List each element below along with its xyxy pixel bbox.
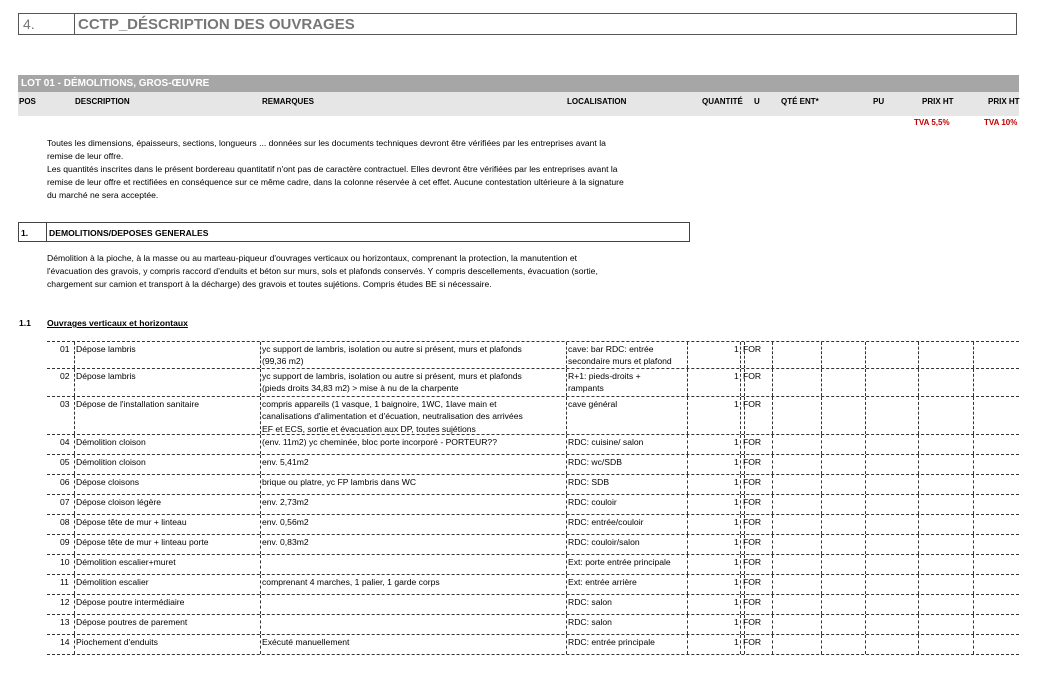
- subsection-number: 1.1: [19, 318, 31, 328]
- column-divider: [687, 475, 688, 494]
- column-divider: [973, 435, 974, 454]
- column-divider: [74, 535, 75, 554]
- column-divider: [687, 495, 688, 514]
- column-divider: [74, 397, 75, 434]
- column-divider: [865, 595, 866, 614]
- column-divider: [973, 397, 974, 434]
- row-unit: FOR: [743, 477, 762, 487]
- section-title: CCTP_DÉSCRIPTION DES OUVRAGES: [78, 16, 355, 33]
- table-row: [47, 369, 1019, 397]
- row-unit: FOR: [743, 517, 762, 527]
- table-row: [47, 475, 1019, 495]
- localisation-line: RDC: salon: [568, 617, 612, 627]
- row-quantity: 1: [734, 399, 739, 409]
- row-description: Dépose cloisons: [76, 477, 140, 487]
- column-divider: [260, 535, 261, 554]
- column-divider: [566, 595, 567, 614]
- subsection-title: Ouvrages verticaux et horizontaux: [47, 318, 188, 328]
- column-divider: [865, 342, 866, 368]
- column-divider: [772, 495, 773, 514]
- remarque-line: Exécuté manuellement: [262, 637, 350, 647]
- column-divider: [260, 455, 261, 474]
- intro-line: remise de leur offre et rectifiées en conséquence sur ce même cadre, dans la colonne réservée à cet effet. Aucune contestation ultérieure à la signature: [47, 177, 624, 187]
- column-divider: [772, 535, 773, 554]
- column-divider: [918, 475, 919, 494]
- tva-rate-1: TVA 5,5%: [914, 118, 950, 127]
- col-header-pu: PU: [873, 97, 885, 106]
- row-remarques: [262, 370, 522, 395]
- row-localisation: [568, 343, 672, 368]
- col-header-u: U: [754, 97, 760, 106]
- row-description: Démolition escalier: [76, 577, 149, 587]
- localisation-line: RDC: couloir/salon: [568, 537, 640, 547]
- row-localisation: [568, 616, 612, 628]
- column-divider: [821, 475, 822, 494]
- remarque-line: env. 0,83m2: [262, 537, 309, 547]
- column-divider: [772, 455, 773, 474]
- column-divider: [74, 475, 75, 494]
- column-divider: [260, 555, 261, 574]
- column-divider: [865, 635, 866, 654]
- column-divider: [918, 595, 919, 614]
- row-description: Démolition cloison: [76, 457, 146, 467]
- column-divider: [687, 369, 688, 396]
- column-divider: [566, 635, 567, 654]
- column-divider: [973, 475, 974, 494]
- column-divider: [566, 435, 567, 454]
- localisation-line: RDC: cuisine/ salon: [568, 437, 644, 447]
- column-divider: [687, 555, 688, 574]
- column-divider: [973, 515, 974, 534]
- column-divider: [821, 635, 822, 654]
- row-pos: 04: [60, 437, 70, 447]
- column-divider: [74, 515, 75, 534]
- table-row: [47, 635, 1019, 655]
- row-description: Piochement d'enduits: [76, 637, 158, 647]
- row-remarques: [262, 496, 309, 508]
- table-row: [47, 495, 1019, 515]
- remarque-line: compris appareils (1 vasque, 1 baignoire, 1WC, 1lave main et: [262, 399, 497, 409]
- column-divider: [918, 369, 919, 396]
- column-divider: [865, 455, 866, 474]
- table-row: [47, 515, 1019, 535]
- column-divider: [918, 342, 919, 368]
- column-divider: [772, 342, 773, 368]
- column-divider: [865, 475, 866, 494]
- column-divider: [566, 615, 567, 634]
- localisation-line: RDC: entrée/couloir: [568, 517, 644, 527]
- row-localisation: [568, 636, 655, 648]
- document-title-box: [18, 13, 1017, 35]
- intro-line: remise de leur offre.: [47, 151, 124, 161]
- column-divider: [973, 495, 974, 514]
- column-divider: [772, 475, 773, 494]
- column-divider: [772, 615, 773, 634]
- column-divider: [74, 615, 75, 634]
- column-divider: [865, 535, 866, 554]
- row-pos: 06: [60, 477, 70, 487]
- column-divider: [74, 635, 75, 654]
- row-description: Dépose cloison légère: [76, 497, 162, 507]
- row-localisation: [568, 398, 617, 410]
- column-divider: [865, 615, 866, 634]
- row-localisation: [568, 516, 643, 528]
- row-quantity: 1: [734, 437, 739, 447]
- col-header-remarques: REMARQUES: [262, 97, 315, 106]
- table-row: [47, 555, 1019, 575]
- column-divider: [687, 342, 688, 368]
- row-localisation: [568, 436, 643, 448]
- column-divider: [566, 369, 567, 396]
- col-header-qte-ent: QTÉ ENT*: [781, 97, 819, 106]
- remarque-line: env. 0,56m2: [262, 517, 309, 527]
- column-divider: [260, 595, 261, 614]
- col-header-prix-ht-2: PRIX HT: [988, 97, 1020, 106]
- column-divider: [865, 555, 866, 574]
- column-divider: [821, 455, 822, 474]
- row-localisation: [568, 496, 617, 508]
- column-divider: [821, 435, 822, 454]
- row-pos: 01: [60, 344, 70, 354]
- column-divider: [821, 342, 822, 368]
- row-pos: 12: [60, 597, 70, 607]
- row-pos: 07: [60, 497, 70, 507]
- column-divider: [566, 495, 567, 514]
- table-row: [47, 397, 1019, 435]
- column-divider: [566, 342, 567, 368]
- row-unit: FOR: [743, 497, 762, 507]
- column-divider: [821, 369, 822, 396]
- column-divider: [918, 397, 919, 434]
- items-table: [47, 341, 1019, 655]
- row-description: Dépose poutres de parement: [76, 617, 188, 627]
- column-divider: [918, 615, 919, 634]
- table-row: [47, 575, 1019, 595]
- column-divider: [74, 455, 75, 474]
- row-quantity: 1: [734, 637, 739, 647]
- column-divider: [821, 397, 822, 434]
- row-unit: FOR: [743, 557, 762, 567]
- row-localisation: [568, 596, 612, 608]
- column-divider: [566, 555, 567, 574]
- row-pos: 08: [60, 517, 70, 527]
- column-divider: [74, 595, 75, 614]
- column-divider: [821, 515, 822, 534]
- row-pos: 05: [60, 457, 70, 467]
- row-quantity: 1: [734, 477, 739, 487]
- table-row: [47, 615, 1019, 635]
- column-divider: [566, 475, 567, 494]
- column-divider: [687, 435, 688, 454]
- column-divider: [74, 369, 75, 396]
- column-divider: [865, 369, 866, 396]
- row-quantity: 1: [734, 344, 739, 354]
- column-divider: [821, 615, 822, 634]
- col-header-localisation: LOCALISATION: [567, 97, 627, 106]
- column-divider: [260, 515, 261, 534]
- localisation-line: cave général: [568, 399, 618, 409]
- row-quantity: 1: [734, 597, 739, 607]
- column-divider: [772, 595, 773, 614]
- column-divider: [772, 515, 773, 534]
- column-divider: [687, 515, 688, 534]
- col-header-prix-ht-1: PRIX HT: [922, 97, 954, 106]
- row-quantity: 1: [734, 457, 739, 467]
- column-divider: [772, 369, 773, 396]
- row-remarques: [262, 398, 523, 435]
- column-divider: [687, 397, 688, 434]
- column-divider: [260, 342, 261, 368]
- localisation-line: secondaire murs et plafond: [568, 356, 672, 367]
- column-divider: [260, 495, 261, 514]
- column-divider: [973, 595, 974, 614]
- row-pos: 09: [60, 537, 70, 547]
- column-divider: [973, 342, 974, 368]
- table-row: [47, 535, 1019, 555]
- column-divider: [74, 495, 75, 514]
- localisation-line: RDC: SDB: [568, 477, 610, 487]
- table-row: [47, 435, 1019, 455]
- remarque-line: canalisations d'alimentation et d'écuation, neutralisation des arrivées: [262, 411, 523, 422]
- row-unit: FOR: [743, 371, 762, 381]
- table-row: [47, 595, 1019, 615]
- column-divider: [260, 397, 261, 434]
- row-pos: 13: [60, 617, 70, 627]
- row-localisation: [568, 556, 671, 568]
- column-divider: [566, 455, 567, 474]
- column-divider: [918, 555, 919, 574]
- row-quantity: 1: [734, 537, 739, 547]
- row-description: Démolition escalier+muret: [76, 557, 176, 567]
- section-heading-number: 1.: [19, 223, 47, 241]
- row-pos: 14: [60, 637, 70, 647]
- row-description: Dépose lambris: [76, 344, 136, 354]
- remarque-line: (99,36 m2): [262, 356, 304, 367]
- column-divider: [772, 435, 773, 454]
- remarque-line: env. 5,41m2: [262, 457, 309, 467]
- row-localisation: [568, 576, 637, 588]
- intro-line: Toutes les dimensions, épaisseurs, sections, longueurs ... données sur les documents techniques devront être vérifiées par les entreprises avant la: [47, 138, 606, 148]
- column-divider: [772, 575, 773, 594]
- column-divider: [865, 495, 866, 514]
- column-divider: [865, 515, 866, 534]
- column-divider: [74, 575, 75, 594]
- row-unit: FOR: [743, 344, 762, 354]
- row-pos: 10: [60, 557, 70, 567]
- row-localisation: [568, 456, 622, 468]
- column-divider: [687, 635, 688, 654]
- column-divider: [74, 555, 75, 574]
- col-header-pos: POS: [19, 97, 36, 106]
- column-divider: [821, 595, 822, 614]
- column-divider: [821, 535, 822, 554]
- row-unit: FOR: [743, 437, 762, 447]
- row-remarques: [262, 476, 416, 488]
- row-description: Dépose tête de mur + linteau: [76, 517, 187, 527]
- column-divider: [918, 515, 919, 534]
- remarque-line: yc support de lambris, isolation ou autre si présent, murs et plafonds: [262, 371, 522, 381]
- column-divider: [687, 575, 688, 594]
- column-divider: [821, 555, 822, 574]
- column-divider: [973, 369, 974, 396]
- localisation-line: RDC: entrée principale: [568, 637, 655, 647]
- remarque-line: (pieds droits 34,83 m2) > mise à nu de la charpente: [262, 383, 459, 394]
- row-remarques: [262, 343, 522, 368]
- row-unit: FOR: [743, 597, 762, 607]
- column-divider: [260, 475, 261, 494]
- row-quantity: 1: [734, 371, 739, 381]
- localisation-line: RDC: couloir: [568, 497, 617, 507]
- column-divider: [973, 635, 974, 654]
- column-divider: [687, 535, 688, 554]
- intro-notes: [47, 137, 747, 202]
- row-unit: FOR: [743, 457, 762, 467]
- column-divider: [865, 435, 866, 454]
- row-localisation: [568, 476, 609, 488]
- row-description: Dépose poutre intermédiaire: [76, 597, 185, 607]
- row-localisation: [568, 370, 641, 395]
- column-divider: [973, 555, 974, 574]
- remarque-line: comprenant 4 marches, 1 palier, 1 garde corps: [262, 577, 440, 587]
- section-text-line: l'évacuation des gravois, y compris raccord d'enduits et béton sur murs, sols et plafonds conservés. Y compris descellements, évacuation (sortie,: [47, 266, 598, 276]
- column-divider: [260, 635, 261, 654]
- row-pos: 03: [60, 399, 70, 409]
- column-divider: [973, 455, 974, 474]
- column-divider: [566, 575, 567, 594]
- row-localisation: [568, 536, 640, 548]
- lot-title: LOT 01 - DÉMOLITIONS, GROS-ŒUVRE: [18, 75, 1019, 92]
- column-divider: [687, 455, 688, 474]
- row-unit: FOR: [743, 617, 762, 627]
- row-quantity: 1: [734, 497, 739, 507]
- tva-rate-2: TVA 10%: [984, 118, 1018, 127]
- localisation-line: Ext: porte entrée principale: [568, 557, 671, 567]
- column-divider: [973, 575, 974, 594]
- column-divider: [687, 615, 688, 634]
- column-divider: [566, 397, 567, 434]
- column-divider: [973, 535, 974, 554]
- section-text-line: chargement sur camion et transport à la décharge) des gravois et toutes sujétions. Compris études BE si nécessaire.: [47, 279, 492, 289]
- row-quantity: 1: [734, 557, 739, 567]
- row-remarques: [262, 436, 497, 448]
- column-divider: [821, 575, 822, 594]
- row-remarques: [262, 636, 349, 648]
- column-divider: [260, 435, 261, 454]
- intro-line: du marché ne sera acceptée.: [47, 190, 159, 200]
- column-divider: [772, 555, 773, 574]
- column-divider: [918, 535, 919, 554]
- col-header-quantite: QUANTITÉ: [702, 97, 743, 106]
- col-header-description: DESCRIPTION: [75, 97, 130, 106]
- row-pos: 11: [60, 577, 69, 587]
- localisation-line: cave: bar RDC: entrée: [568, 344, 654, 354]
- column-divider: [918, 455, 919, 474]
- row-remarques: [262, 536, 309, 548]
- row-quantity: 1: [734, 517, 739, 527]
- remarque-line: env. 2,73m2: [262, 497, 309, 507]
- column-header-band: [18, 92, 1019, 116]
- section-heading-box: [18, 222, 690, 242]
- table-row: [47, 341, 1019, 369]
- column-divider: [74, 342, 75, 368]
- column-divider: [772, 397, 773, 434]
- intro-line: Les quantités inscrites dans le présent bordereau quantitatif n'ont pas de caractère contractuel. Elles devront être vérifiées par les entreprises avant la: [47, 164, 618, 174]
- column-divider: [260, 575, 261, 594]
- column-divider: [772, 635, 773, 654]
- remarque-line: yc support de lambris, isolation ou autre si présent, murs et plafonds: [262, 344, 522, 354]
- table-row: [47, 455, 1019, 475]
- row-pos: 02: [60, 371, 70, 381]
- row-unit: FOR: [743, 537, 762, 547]
- column-divider: [918, 575, 919, 594]
- column-divider: [973, 615, 974, 634]
- localisation-line: R+1: pieds-droits +: [568, 371, 641, 381]
- column-divider: [74, 435, 75, 454]
- section-heading-title: DEMOLITIONS/DEPOSES GENERALES: [49, 228, 209, 238]
- column-divider: [865, 397, 866, 434]
- column-divider: [865, 575, 866, 594]
- column-divider: [918, 495, 919, 514]
- localisation-line: rampants: [568, 383, 604, 394]
- row-remarques: [262, 576, 440, 588]
- remarque-line: brique ou platre, yc FP lambris dans WC: [262, 477, 417, 487]
- row-quantity: 1: [734, 577, 739, 587]
- row-remarques: [262, 516, 309, 528]
- row-description: Démolition cloison: [76, 437, 146, 447]
- row-unit: FOR: [743, 577, 762, 587]
- column-divider: [918, 635, 919, 654]
- section-text-line: Démolition à la pioche, à la masse ou au marteau-piqueur d'ouvrages verticaux ou horizontaux, comprenant la protection, la manutention et: [47, 253, 577, 263]
- row-unit: FOR: [743, 637, 762, 647]
- localisation-line: RDC: salon: [568, 597, 612, 607]
- column-divider: [260, 615, 261, 634]
- column-divider: [260, 369, 261, 396]
- column-divider: [566, 515, 567, 534]
- column-divider: [566, 535, 567, 554]
- row-description: Dépose lambris: [76, 371, 136, 381]
- row-quantity: 1: [734, 617, 739, 627]
- section-description: [47, 252, 747, 291]
- row-remarques: [262, 456, 309, 468]
- row-description: Dépose tête de mur + linteau porte: [76, 537, 209, 547]
- row-unit: FOR: [743, 399, 762, 409]
- localisation-line: RDC: wc/SDB: [568, 457, 622, 467]
- remarque-line: EF et ECS, sortie et évacuation aux DP, toutes sujétions: [262, 423, 476, 434]
- column-divider: [821, 495, 822, 514]
- column-divider: [918, 435, 919, 454]
- remarque-line: (env. 11m2) yc cheminée, bloc porte incorporé - PORTEUR??: [262, 437, 497, 447]
- section-number: 4.: [19, 14, 75, 34]
- row-description: Dépose de l'installation sanitaire: [76, 399, 199, 409]
- column-divider: [687, 595, 688, 614]
- localisation-line: Ext: entrée arrière: [568, 577, 637, 587]
